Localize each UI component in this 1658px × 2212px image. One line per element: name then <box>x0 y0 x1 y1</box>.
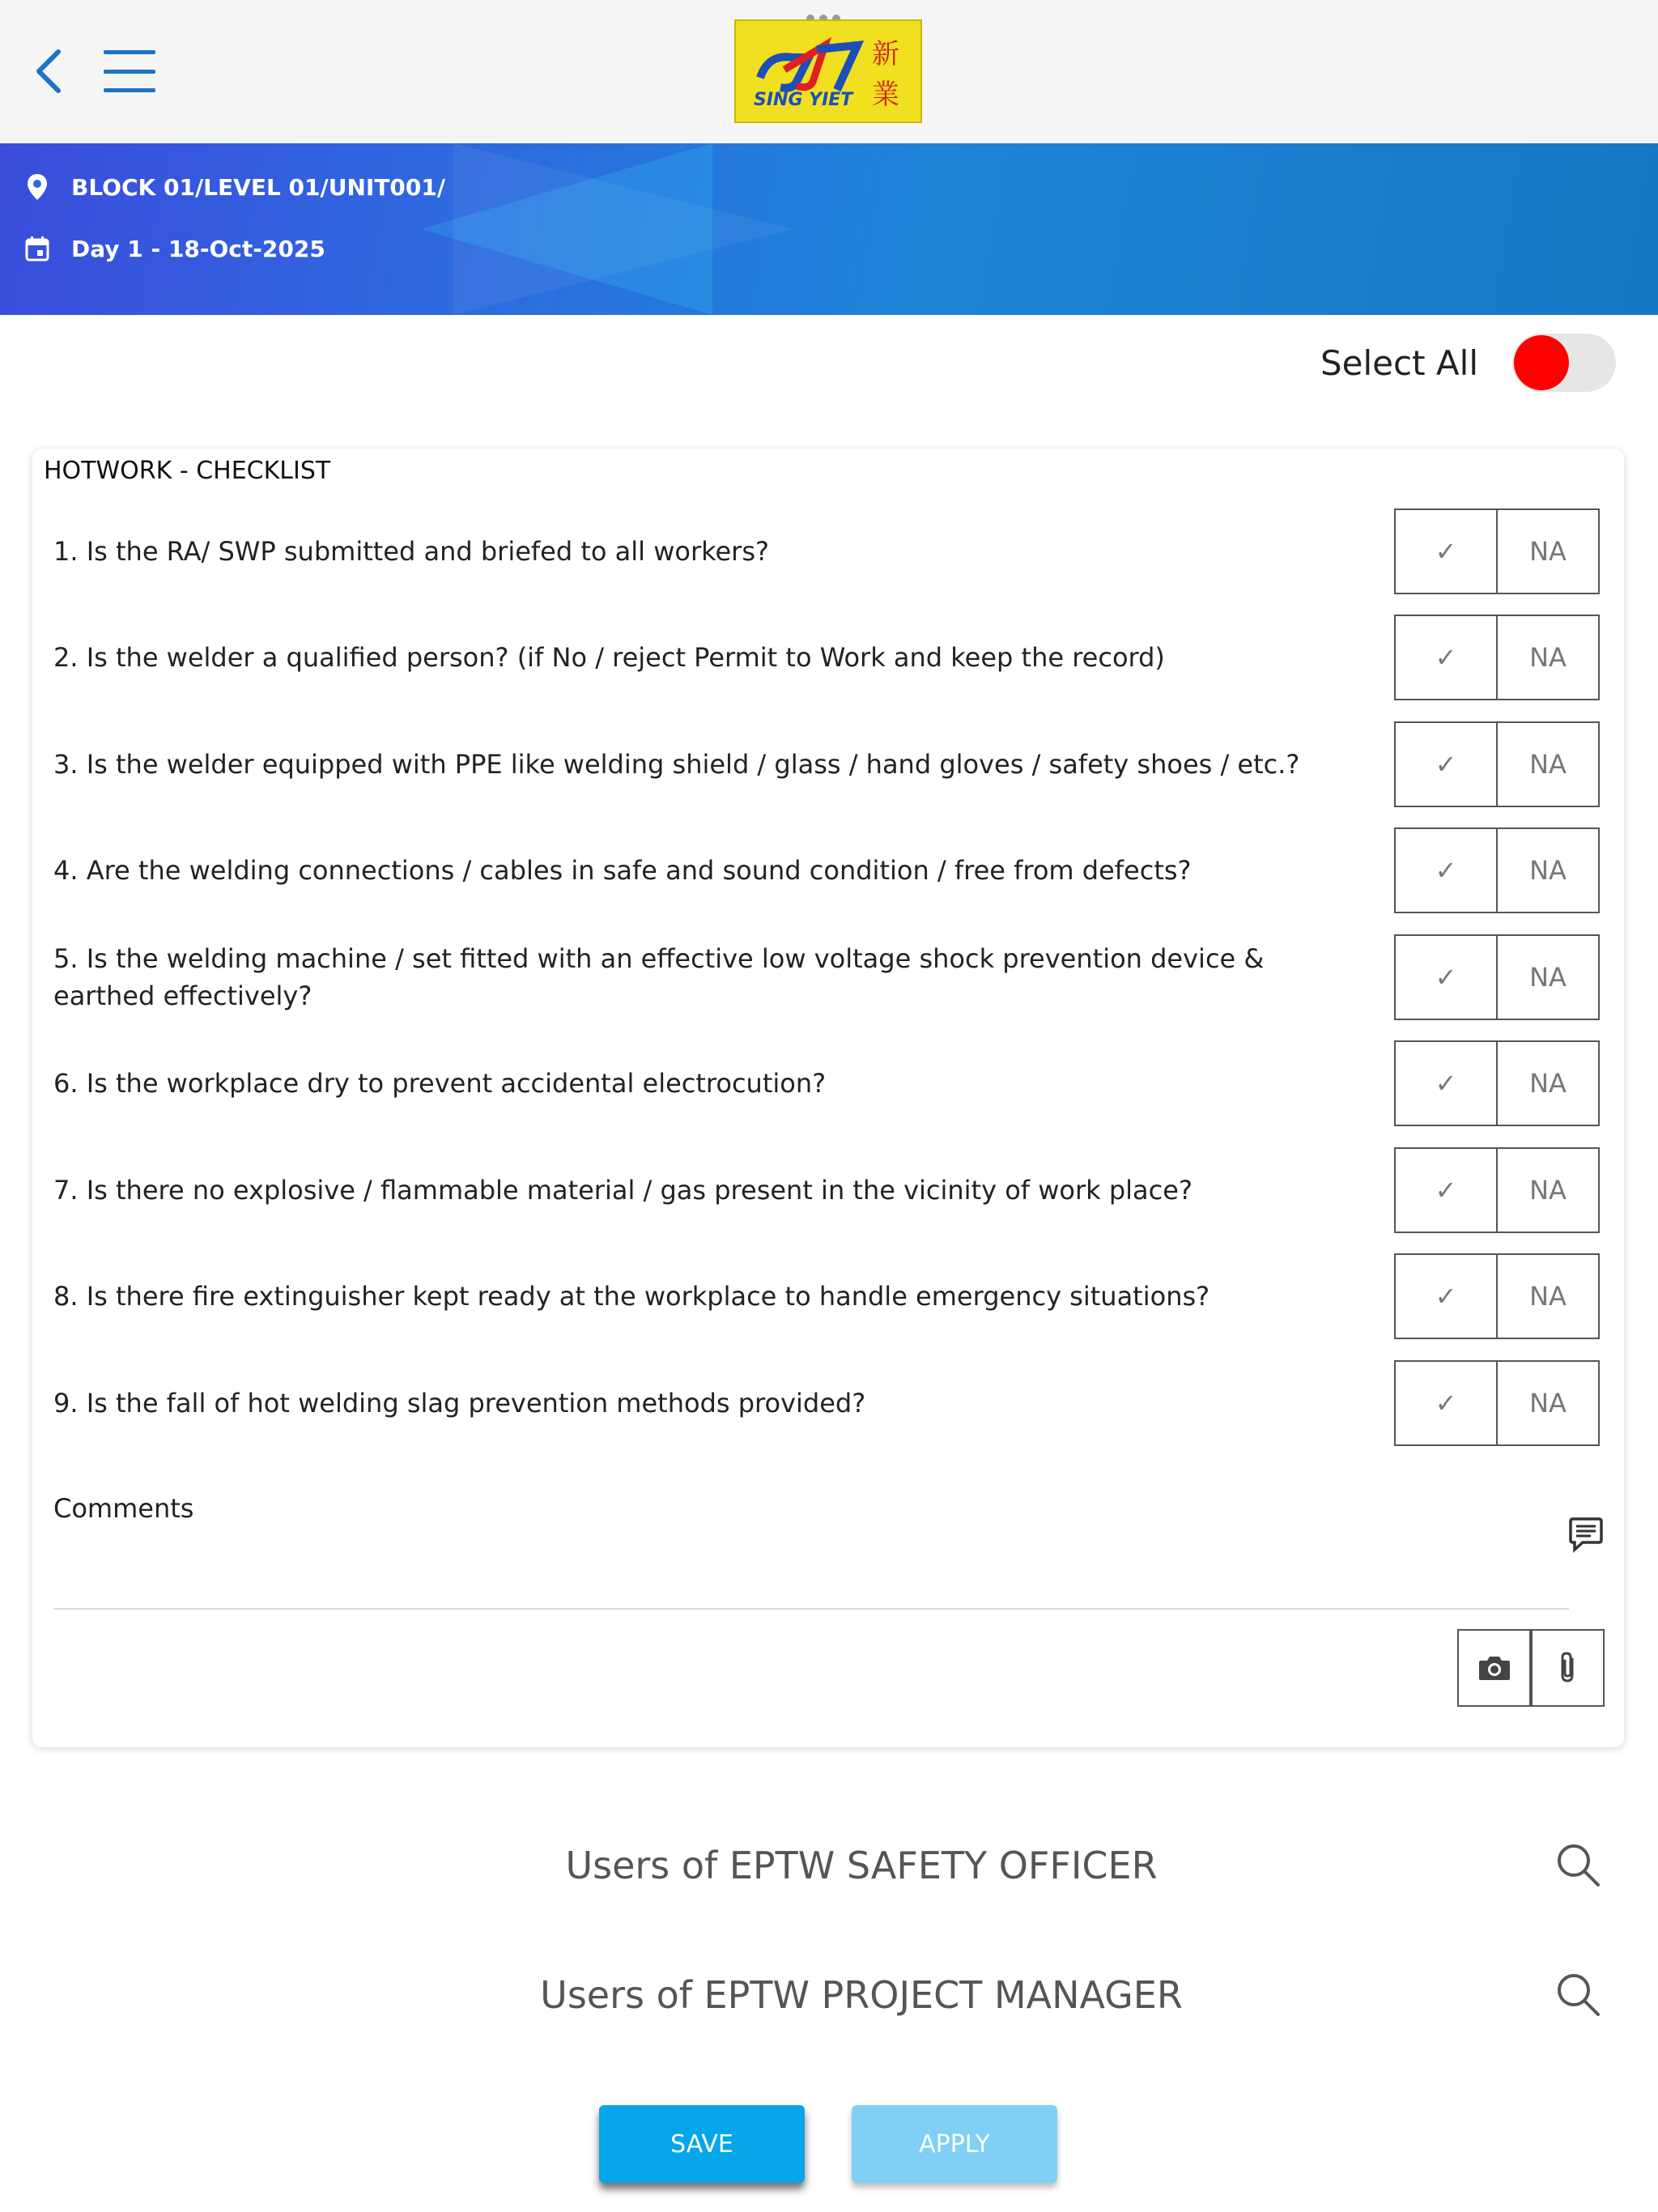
comment-icon[interactable] <box>1567 1516 1604 1553</box>
search-icon[interactable] <box>1554 1971 1603 2019</box>
location-row <box>23 172 445 202</box>
safety-officer-users-label: Users of EPTW SAFETY OFFICER <box>565 1844 1158 1887</box>
check-option-button[interactable]: ✓ <box>1394 827 1497 913</box>
question-text: 2. Is the welder a qualified person? (if No / reject Permit to Work and keep the record) <box>53 642 1165 673</box>
attach-file-button[interactable] <box>1531 1629 1605 1707</box>
check-option-button[interactable]: ✓ <box>1394 1360 1497 1446</box>
question-text: 9. Is the fall of hot welding slag prevention methods provided? <box>53 1388 866 1419</box>
paperclip-icon <box>1558 1651 1579 1685</box>
checklist-question <box>53 1040 1600 1126</box>
check-option-button[interactable]: ✓ <box>1394 934 1497 1020</box>
question-text: 8. Is there fire extinguisher kept ready at the workplace to handle emergency situations? <box>53 1281 1210 1312</box>
logo-chinese-1: 新 <box>872 38 899 70</box>
question-text: 3. Is the welder equipped with PPE like welding shield / glass / hand gloves / safety shoes / etc.? <box>53 749 1300 780</box>
check-option-button[interactable]: ✓ <box>1394 508 1497 594</box>
check-option-button[interactable]: ✓ <box>1394 721 1497 807</box>
company-logo <box>734 19 922 123</box>
na-option-button[interactable]: NA <box>1497 508 1600 594</box>
na-option-button[interactable]: NA <box>1497 1253 1600 1339</box>
chevron-left-icon <box>32 47 65 96</box>
checklist-question <box>53 508 1600 594</box>
location-pin-icon <box>23 172 52 202</box>
checklist-card <box>32 449 1624 1747</box>
checklist-question <box>53 934 1600 1020</box>
save-button[interactable]: SAVE <box>599 2105 805 2183</box>
project-manager-users-row[interactable] <box>0 1963 1658 2027</box>
check-option-button[interactable]: ✓ <box>1394 615 1497 700</box>
back-button[interactable] <box>24 40 73 102</box>
date-text: Day 1 - 18-Oct-2025 <box>71 235 325 262</box>
date-row <box>23 234 325 263</box>
toggle-knob <box>1514 335 1569 390</box>
na-option-button[interactable]: NA <box>1497 1040 1600 1126</box>
logo-chinese-2: 業 <box>872 79 899 111</box>
na-option-button[interactable]: NA <box>1497 1360 1600 1446</box>
camera-button[interactable] <box>1457 1629 1531 1707</box>
check-option-button[interactable]: ✓ <box>1394 1040 1497 1126</box>
question-text: 4. Are the welding connections / cables in safe and sound condition / free from defects? <box>53 855 1192 886</box>
apply-button[interactable]: APPLY <box>852 2105 1057 2183</box>
question-text: 7. Is there no explosive / flammable material / gas present in the vicinity of work place? <box>53 1175 1192 1206</box>
select-all-label: Select All <box>1320 342 1478 383</box>
question-text: 6. Is the workplace dry to prevent accidental electrocution? <box>53 1068 827 1099</box>
camera-icon <box>1477 1654 1511 1682</box>
na-option-button[interactable]: NA <box>1497 615 1600 700</box>
checklist-question <box>53 615 1600 700</box>
logo-text: SING YIET <box>754 90 853 110</box>
checklist-question <box>53 721 1600 807</box>
comments-input-underline[interactable] <box>53 1608 1569 1610</box>
project-manager-users-label: Users of EPTW PROJECT MANAGER <box>540 1973 1183 2017</box>
attachment-buttons <box>1457 1629 1605 1707</box>
select-all-row <box>1320 334 1616 392</box>
checklist-question <box>53 1360 1600 1446</box>
location-banner <box>0 143 1658 315</box>
checklist-question <box>53 1147 1600 1233</box>
check-option-button[interactable]: ✓ <box>1394 1147 1497 1233</box>
location-text: BLOCK 01/LEVEL 01/UNIT001/ <box>71 173 446 201</box>
na-option-button[interactable]: NA <box>1497 827 1600 913</box>
na-option-button[interactable]: NA <box>1497 1147 1600 1233</box>
na-option-button[interactable]: NA <box>1497 721 1600 807</box>
comments-label: Comments <box>53 1493 194 1524</box>
checklist-title: HOTWORK - CHECKLIST <box>44 457 331 485</box>
calendar-icon <box>23 234 52 263</box>
na-option-button[interactable]: NA <box>1497 934 1600 1020</box>
checklist-question <box>53 827 1600 913</box>
safety-officer-users-row[interactable] <box>0 1833 1658 1898</box>
top-bar <box>0 0 1658 143</box>
search-icon[interactable] <box>1554 1841 1603 1890</box>
question-text: 5. Is the welding machine / set fitted with an effective low voltage shock prevention device & earthed effectively? <box>53 943 1265 1011</box>
select-all-toggle[interactable] <box>1512 334 1616 392</box>
checklist-question <box>53 1253 1600 1339</box>
hamburger-menu-icon[interactable] <box>104 50 164 92</box>
question-text: 1. Is the RA/ SWP submitted and briefed to all workers? <box>53 536 769 567</box>
check-option-button[interactable]: ✓ <box>1394 1253 1497 1339</box>
